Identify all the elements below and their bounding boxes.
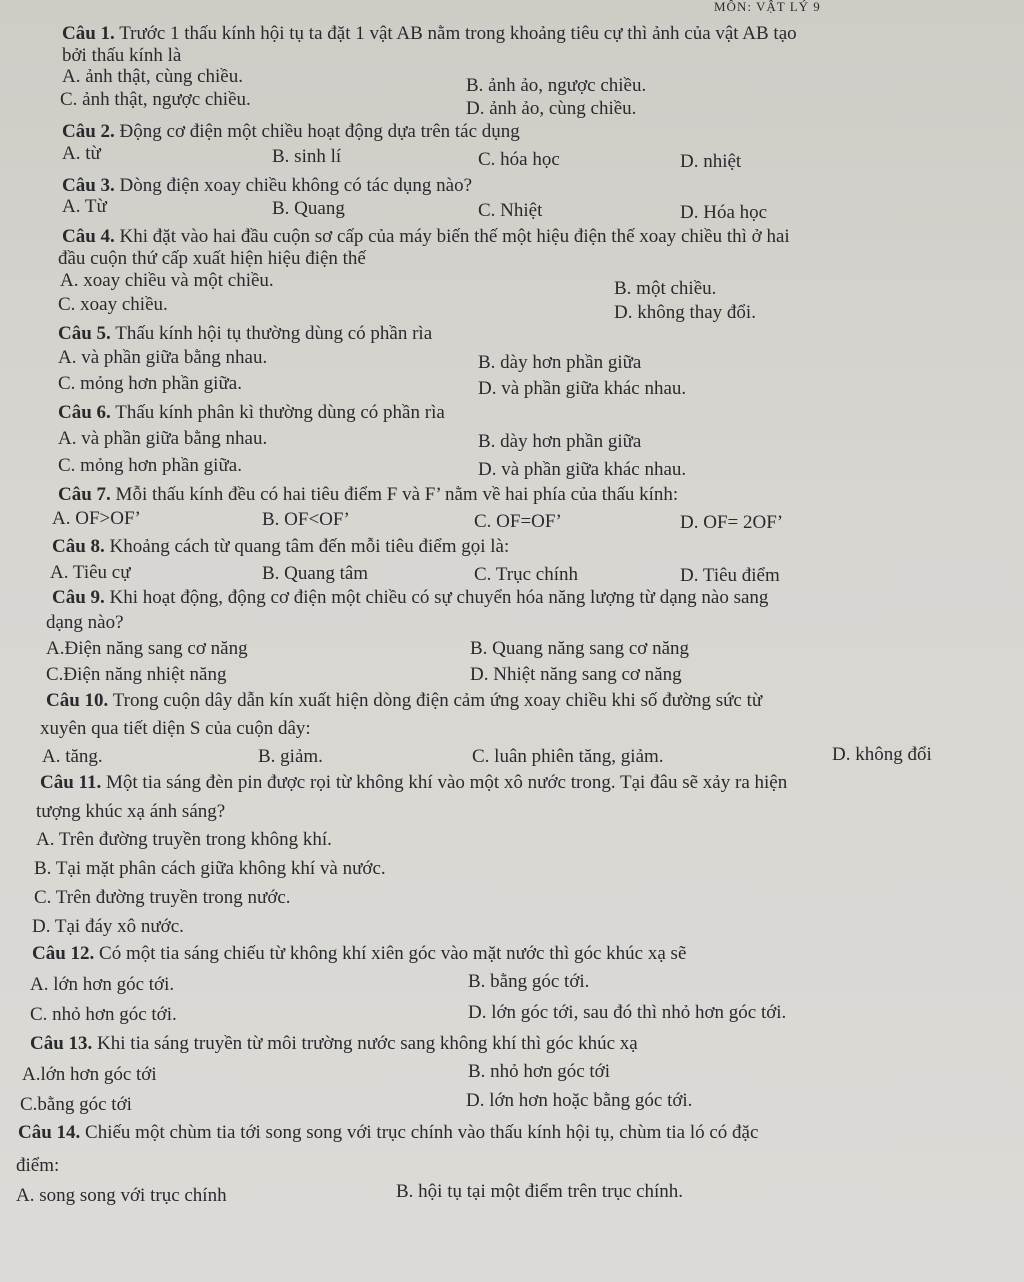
question-number: Câu 2. [62,121,115,142]
question-text: Khi hoạt động, động cơ điện một chiều có sự chuyển hóa năng lượng từ dạng nào sang [109,587,769,608]
option-b: B. Quang tâm [262,563,369,584]
question-number: Câu 4. [62,226,115,247]
option-d: D. và phần giữa khác nhau. [478,378,687,399]
option-b: B. Tại mặt phân cách giữa không khí và nước. [34,858,386,879]
option-c: C. nhỏ hơn góc tới. [30,1004,177,1025]
question-text: Khi đặt vào hai đầu cuộn sơ cấp của máy biến thế một hiệu điện thế xoay chiều thì ở hai [119,226,790,247]
question-text: Trước 1 thấu kính hội tụ ta đặt 1 vật AB nằm trong khoảng tiêu cự thì ảnh của vật AB tạo [119,23,797,44]
option-d: D. nhiệt [680,151,742,172]
option-d: D. lớn góc tới, sau đó thì nhỏ hơn góc tới. [468,1002,787,1023]
option-b: B. một chiều. [614,278,717,299]
question-text-cont: bởi thấu kính là [62,45,182,66]
question-number: Câu 9. [52,587,105,608]
question-text: Động cơ điện một chiều hoạt động dựa trên tác dụng [119,121,520,142]
option-c: C. mỏng hơn phần giữa. [58,373,242,394]
option-c: C. hóa học [478,149,560,170]
question-6 [58,402,445,424]
option-a: A.Điện năng sang cơ năng [46,638,248,659]
option-b: B. nhỏ hơn góc tới [468,1061,611,1082]
question-text: Thấu kính hội tụ thường dùng có phần rìa [115,323,433,344]
question-text-cont: xuyên qua tiết diện S của cuộn dây: [40,718,311,739]
option-b: B. Quang [272,198,345,219]
option-b: B. Quang năng sang cơ năng [470,638,690,659]
question-5 [58,323,432,345]
option-c: C. mỏng hơn phần giữa. [58,455,242,476]
option-b: B. bằng góc tới. [468,971,590,992]
question-14 [18,1122,758,1144]
question-4 [62,226,790,248]
question-text: Mỗi thấu kính đều có hai tiêu điểm F và F’ nằm về hai phía của thấu kính: [115,484,679,505]
option-d: D. Tại đáy xô nước. [32,916,184,937]
question-number: Câu 1. [62,23,115,44]
option-a: A. và phần giữa bằng nhau. [58,428,268,449]
option-c: C.Điện năng nhiệt năng [46,664,227,685]
option-d: D. Hóa học [680,202,768,223]
option-a: A. xoay chiều và một chiều. [60,270,274,291]
subject-header: MÔN: VẬT LÝ 9 [714,0,821,14]
option-b: B. dày hơn phần giữa [478,431,642,452]
option-a: A. Tiêu cự [50,562,131,583]
question-text: Có một tia sáng chiếu từ không khí xiên góc vào mặt nước thì góc khúc xạ sẽ [99,943,687,964]
option-d: D. OF= 2OF’ [680,512,784,533]
option-a: A. từ [62,143,101,164]
option-d: D. lớn hơn hoặc bằng góc tới. [466,1090,693,1111]
option-d: D. Tiêu điểm [680,565,780,586]
question-7 [58,484,678,506]
option-d: D. không thay đổi. [614,302,756,323]
option-d: D. và phần giữa khác nhau. [478,459,687,480]
question-3 [62,175,472,197]
question-text: Thấu kính phân kì thường dùng có phần rìa [115,402,445,423]
option-c: C. luân phiên tăng, giảm. [472,746,664,767]
option-a: A. Trên đường truyền trong không khí. [36,829,332,850]
option-b: B. dày hơn phần giữa [478,352,642,373]
question-number: Câu 7. [58,484,111,505]
option-d: D. ảnh ảo, cùng chiều. [466,98,637,119]
question-text: Trong cuộn dây dẫn kín xuất hiện dòng điện cảm ứng xoay chiều khi số đường sức từ [112,690,763,711]
question-text: Một tia sáng đèn pin được rọi từ không khí vào một xô nước trong. Tại đâu sẽ xảy ra hiện [106,772,788,793]
option-c: C. ảnh thật, ngược chiều. [60,89,251,110]
question-text-cont: dạng nào? [46,612,124,633]
option-a: A.lớn hơn góc tới [22,1064,157,1085]
option-d: D. Nhiệt năng sang cơ năng [470,664,682,685]
option-b: B. ảnh ảo, ngược chiều. [466,75,647,96]
option-a: A. và phần giữa bằng nhau. [58,347,268,368]
option-a: A. ảnh thật, cùng chiều. [62,66,243,87]
option-a: A. Từ [62,196,107,217]
option-b: B. sinh lí [272,146,342,167]
option-a: A. OF>OF’ [52,508,141,529]
option-b: B. giảm. [258,746,323,767]
question-number: Câu 10. [46,690,109,711]
question-number: Câu 12. [32,943,95,964]
option-a: A. song song với trục chính [16,1185,227,1206]
question-number: Câu 3. [62,175,115,196]
question-text: Chiếu một chùm tia tới song song với trục chính vào thấu kính hội tụ, chùm tia ló có đặc [85,1122,759,1143]
option-c: C.bằng góc tới [20,1094,132,1115]
option-b: B. OF<OF’ [262,509,350,530]
question-text: Khoảng cách từ quang tâm đến mỗi tiêu điểm gọi là: [109,536,510,557]
question-2 [62,121,520,143]
question-8 [52,536,509,558]
question-number: Câu 14. [18,1122,81,1143]
question-10 [46,690,762,712]
option-c: C. Trên đường truyền trong nước. [34,887,291,908]
question-1 [62,23,797,45]
question-text-cont: tượng khúc xạ ánh sáng? [36,801,226,822]
question-text-cont: điểm: [16,1155,60,1176]
question-9 [52,587,768,609]
option-b: B. hội tụ tại một điểm trên trục chính. [396,1181,684,1202]
question-number: Câu 6. [58,402,111,423]
option-a: A. lớn hơn góc tới. [30,974,175,995]
question-number: Câu 13. [30,1033,93,1054]
question-number: Câu 8. [52,536,105,557]
option-c: C. OF=OF’ [474,511,562,532]
question-13 [30,1033,638,1055]
question-text: Khi tia sáng truyền từ môi trường nước sang không khí thì góc khúc xạ [97,1033,638,1054]
question-text-cont: đầu cuộn thứ cấp xuất hiện hiệu điện thế [58,248,366,269]
option-c: C. xoay chiều. [58,294,168,315]
question-text: Dòng điện xoay chiều không có tác dụng nào? [119,175,473,196]
question-number: Câu 5. [58,323,111,344]
option-c: C. Nhiệt [478,200,543,221]
option-a: A. tăng. [42,746,103,767]
question-number: Câu 11. [40,772,102,793]
option-c: C. Trục chính [474,564,578,585]
question-12 [32,943,686,965]
question-11 [40,772,787,794]
option-d: D. không đổi [832,744,932,765]
